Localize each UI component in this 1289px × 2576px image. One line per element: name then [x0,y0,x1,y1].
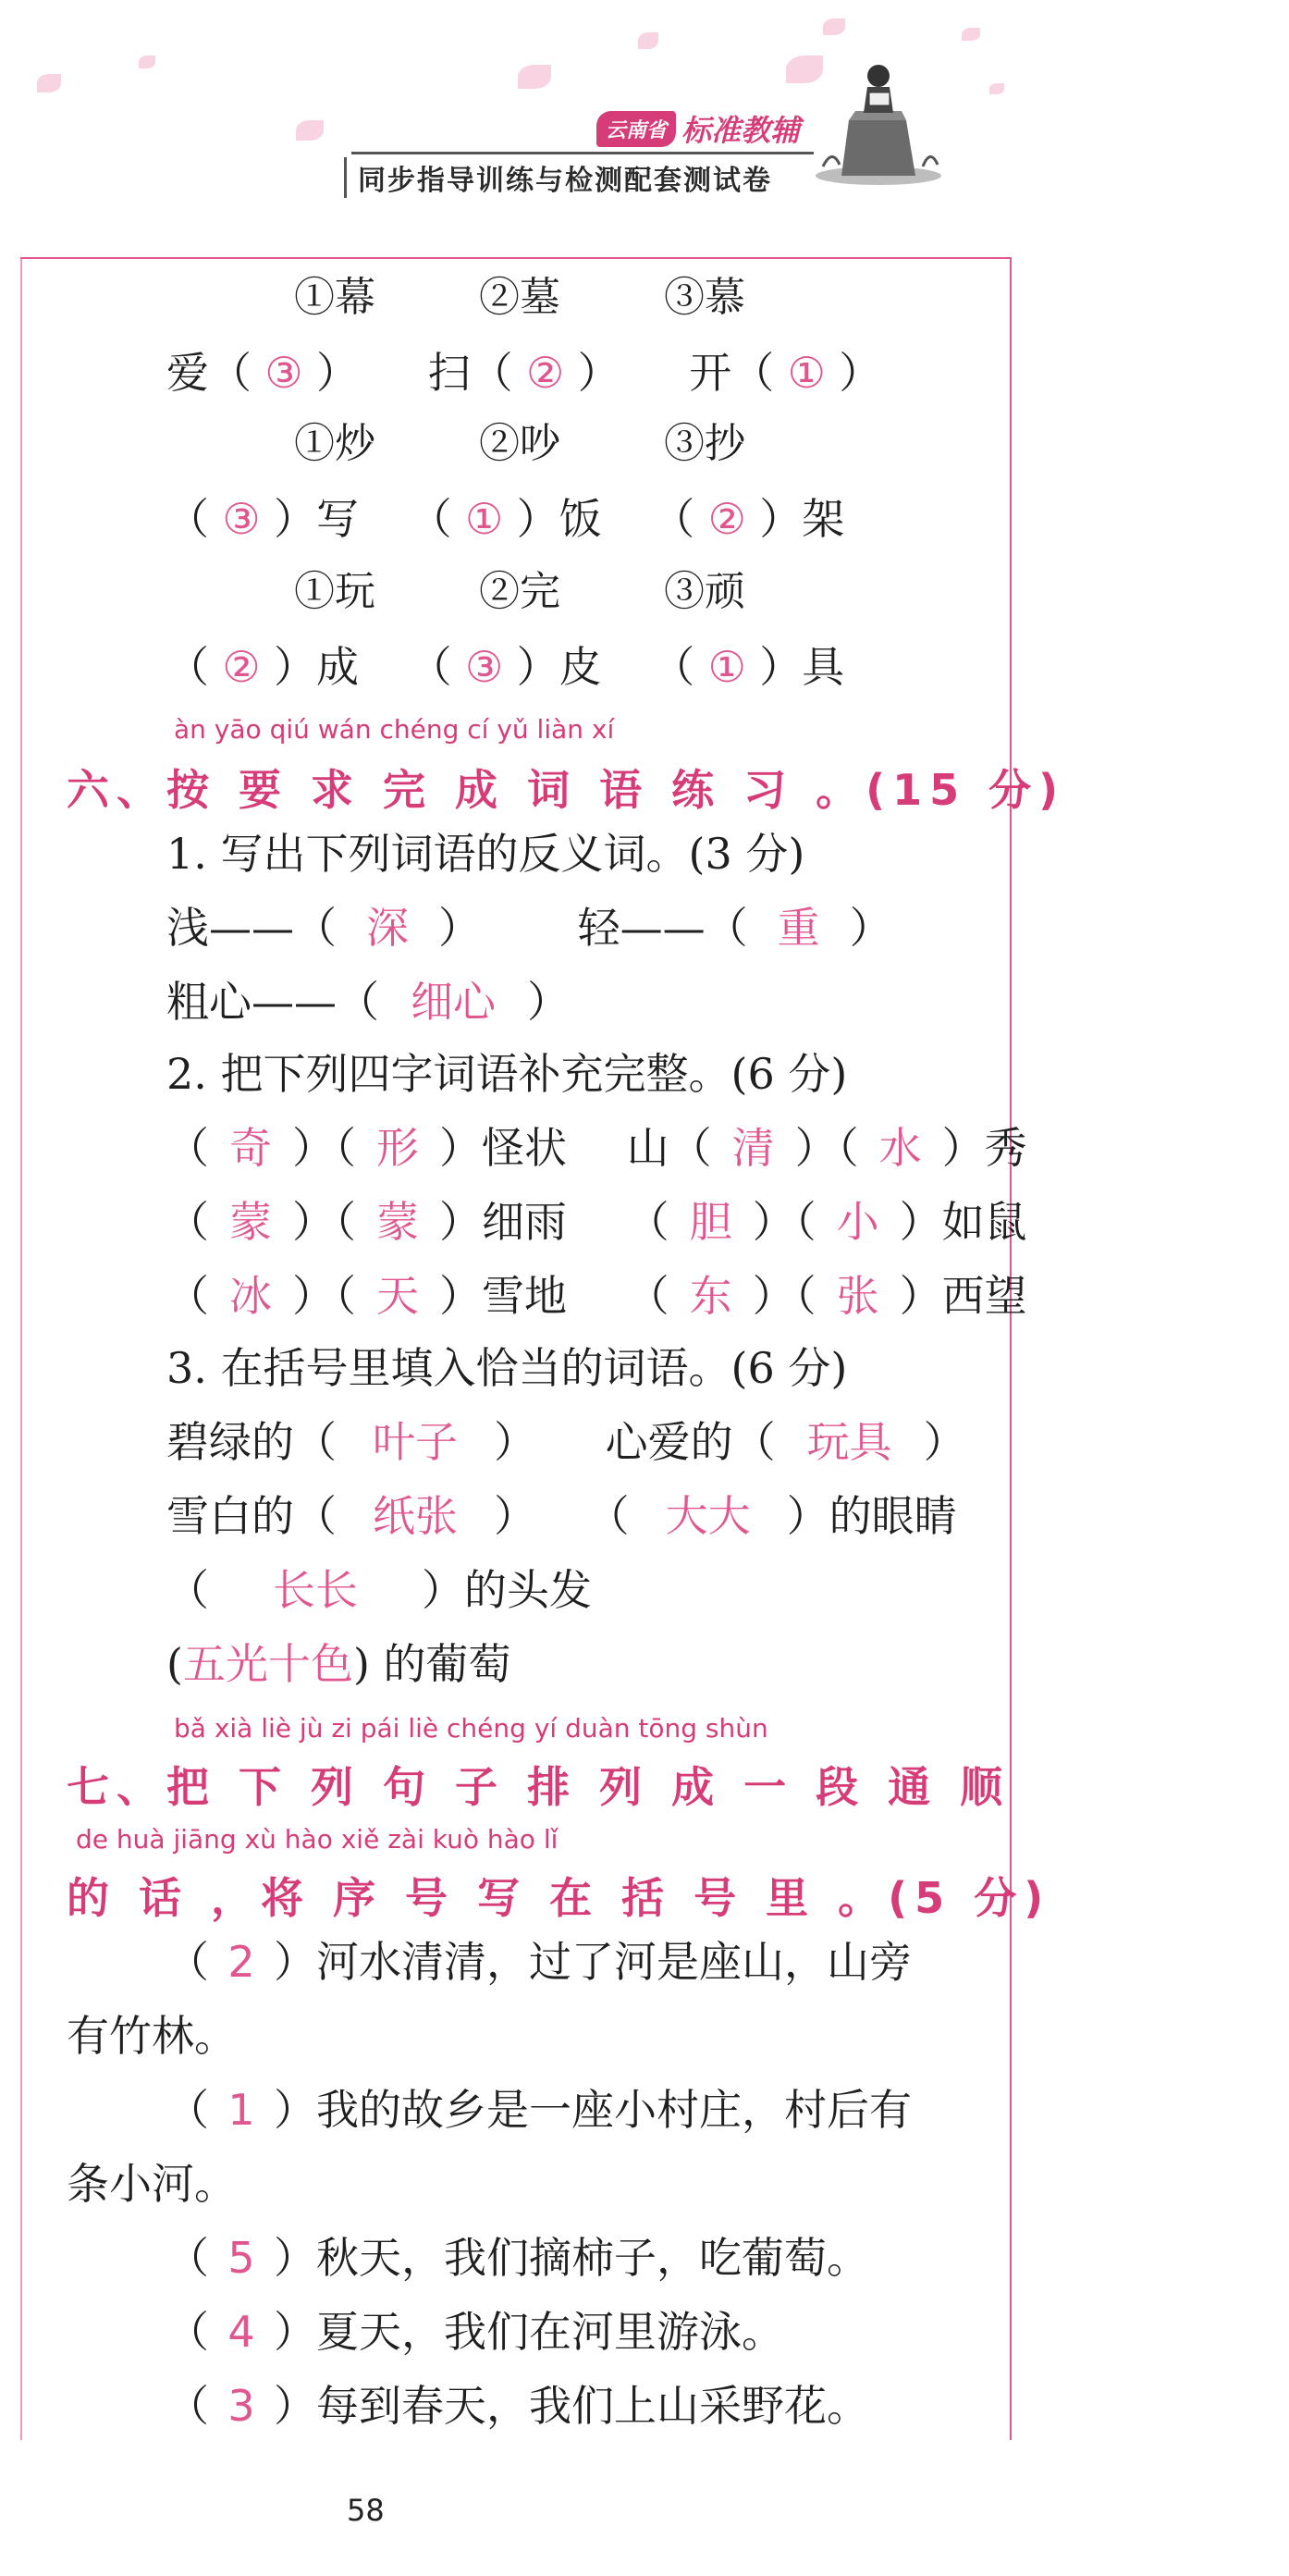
option: ②完 [479,568,560,615]
answer: 天 [376,1271,419,1321]
answer: ① [787,348,826,398]
petal-decoration [638,32,658,49]
q1-row-2: 粗心——（ 细心 ） [166,977,570,1027]
section7-pinyin-1: bǎ xià liè jù zi pái liè chéng yí duàn tōng shùn [174,1713,768,1744]
word-part: 的头发 [464,1565,592,1615]
answer: 小 [836,1197,879,1247]
word-part: 的眼睛 [829,1491,957,1541]
word-part: 秀 [984,1123,1027,1173]
section7-title-1: 七、把 下 列 句 子 排 列 成 一 段 通 顺 [67,1762,1011,1812]
word-part: 心爱的 [605,1417,733,1467]
petal-decoration [823,18,845,35]
char: 扫 [427,348,471,398]
brand-name: 标准教辅 [681,113,801,148]
petal-decoration [962,28,980,41]
word-part: 雪白的 [166,1491,294,1541]
page-header [0,0,1289,231]
answer: 东 [689,1271,732,1321]
answer: 张 [836,1271,879,1321]
sentence: 秋天，我们摘柿子，吃葡萄。 [316,2233,869,2283]
answer: ② [526,348,565,398]
frame-right-line [1010,257,1012,2440]
word-part: 怪状 [482,1123,567,1173]
reading-girl-illustration [814,55,943,185]
word-part: 如鼠 [941,1197,1027,1247]
section6-title: 六、按 要 求 完 成 词 语 练 习 。(15 分) [67,765,1066,815]
order-item-2: （ 1 ）我的故乡是一座小村庄，村后有 [166,2085,912,2135]
option-row-1 [294,274,745,321]
fill-row-3: （ ② ）成 （ ③ ）皮 （ ① ）具 [166,642,845,692]
section7-pinyin-2: de huà jiāng xù hào xiě zài kuò hào lǐ [76,1824,559,1855]
sentence: 河水清清，过了河是座山，山旁 [316,1937,912,1987]
word: 轻—— [577,903,706,953]
answer: ③ [465,642,504,692]
word-part: 的葡萄 [383,1639,511,1689]
sentence: 夏天，我们在河里游泳。 [316,2307,784,2357]
petal-decoration [139,55,155,68]
q2-row-2: （ 蒙 ）（ 蒙 ）细雨 （ 胆 ）（ 小 ）如鼠 [166,1197,1027,1247]
answer: 大大 [665,1491,751,1541]
section6-pinyin: àn yāo qiú wán chéng cí yǔ liàn xí [174,714,615,745]
answer: ③ [222,494,261,544]
answer: 蒙 [229,1197,272,1247]
page-number: 58 [347,2493,385,2528]
char: 具 [802,642,845,692]
char: 开 [689,348,732,398]
answer: ① [707,642,746,692]
q2-row-1: （ 奇 ）（ 形 ）怪状 山（ 清 ）（ 水 ）秀 [166,1123,1027,1173]
answer: ① [465,494,504,544]
frame-top-line [20,257,1010,259]
answer: 深 [366,903,409,953]
option-row-3 [294,568,745,615]
word-part: 雪地 [482,1271,567,1321]
petal-decoration [989,83,1004,94]
brand-badge-label: 云南省 [596,111,676,147]
answer: ③ [264,348,303,398]
answer: 长长 [273,1565,358,1615]
order-item-1-cont: 有竹林。 [67,2011,237,2061]
option: ③顽 [664,568,745,615]
answer: 五光十色 [182,1639,353,1689]
petal-decoration [518,65,551,89]
answer: 4 [227,2307,255,2357]
sentence: 我的故乡是一座小村庄，村后有 [316,2085,912,2135]
order-item-2-cont: 条小河。 [67,2159,237,2209]
char: 饭 [559,494,602,544]
order-item-5: （ 3 ）每到春天，我们上山采野花。 [166,2381,869,2431]
answer: 清 [731,1123,775,1173]
char: 架 [802,494,845,544]
answer: 纸张 [373,1491,458,1541]
order-item-3: （ 5 ）秋天，我们摘柿子，吃葡萄。 [166,2233,869,2283]
answer: 玩具 [806,1417,892,1467]
q2-row-3: （ 冰 ）（ 天 ）雪地 （ 东 ）（ 张 ）西望 [166,1271,1027,1321]
q1-prompt: 1. 写出下列词语的反义词。(3 分) [166,829,805,879]
header-rule [351,152,814,154]
char: 成 [316,642,359,692]
answer: 重 [777,903,820,953]
answer: 细心 [411,977,496,1027]
order-item-4: （ 4 ）夏天，我们在河里游泳。 [166,2307,784,2357]
word-part: 碧绿的 [166,1417,294,1467]
answer: 冰 [229,1271,272,1321]
option: ②吵 [479,420,560,467]
answer: 5 [227,2233,255,2283]
answer: 1 [227,2085,255,2135]
q1-row-1: 浅——（ 深 ） 轻——（ 重 ） [166,903,892,953]
answer: 水 [878,1123,922,1173]
frame-left-line [20,257,22,2440]
brand-badge [596,109,800,148]
sentence: 每到春天，我们上山采野花。 [316,2381,869,2431]
option: ②墓 [479,274,560,321]
word-part: 西望 [941,1271,1027,1321]
word-part: 山 [626,1123,669,1173]
word: 浅—— [166,903,294,953]
answer: 叶子 [373,1417,458,1467]
option: ①炒 [294,420,375,467]
answer: 3 [227,2381,255,2431]
q3-row-3: （ 长长 ）的头发 [166,1565,592,1615]
fill-row-2: （ ③ ）写 （ ① ）饭 （ ② ）架 [166,494,845,544]
option: ①玩 [294,568,375,615]
char: 爱 [166,348,209,398]
q2-prompt: 2. 把下列四字词语补充完整。(6 分) [166,1049,848,1099]
q3-row-2: 雪白的（ 纸张 ） （ 大大 ）的眼睛 [166,1491,957,1541]
order-item-1: （ 2 ）河水清清，过了河是座山，山旁 [166,1937,912,1987]
option: ③抄 [664,420,745,467]
header-subtitle: 同步指导训练与检测配套测试卷 [344,157,772,198]
answer: 形 [376,1123,419,1173]
word-part: 细雨 [482,1197,567,1247]
answer: ② [707,494,746,544]
option: ③慕 [664,274,745,321]
fill-row-1: 爱（ ③ ） 扫（ ② ） 开（ ① ） [166,348,882,398]
option-row-2 [294,420,745,467]
char: 皮 [559,642,602,692]
q3-row-4: (五光十色) 的葡萄 [166,1639,511,1689]
q3-prompt: 3. 在括号里填入恰当的词语。(6 分) [166,1343,848,1393]
section7-title-2: 的 话 ，将 序 号 写 在 括 号 里 。(5 分) [67,1873,1051,1923]
answer: 奇 [229,1123,272,1173]
petal-decoration [296,120,324,141]
petal-decoration [37,74,61,92]
answer: 胆 [689,1197,732,1247]
q3-row-1: 碧绿的（ 叶子 ） 心爱的（ 玩具 ） [166,1417,966,1467]
char: 写 [316,494,359,544]
word: 粗心—— [166,977,337,1027]
answer: 蒙 [376,1197,419,1247]
option: ①幕 [294,274,375,321]
answer: ② [222,642,261,692]
answer: 2 [227,1937,255,1987]
